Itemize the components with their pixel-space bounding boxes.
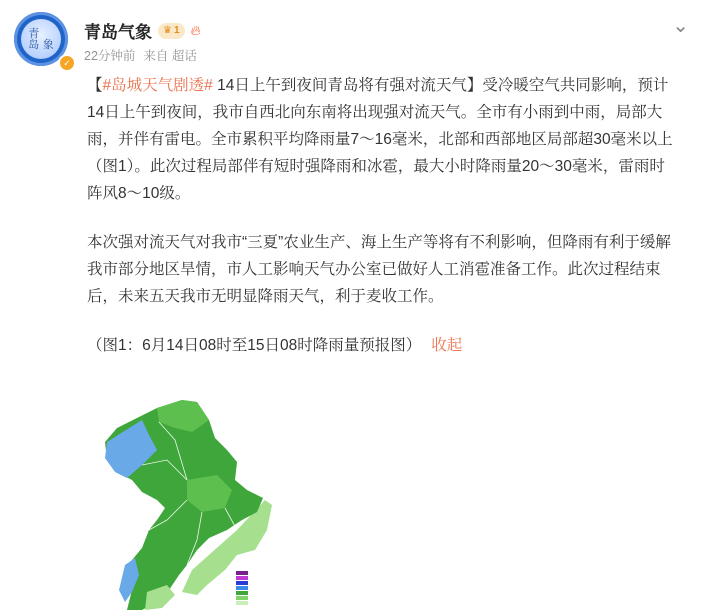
avatar-logo-text: 青 岛 象 [28,27,54,51]
more-icon[interactable]: ⌄ [672,15,690,37]
avatar-image [21,19,61,59]
collapse-link[interactable]: 收起 [431,337,463,354]
lead-bracket: 【 [87,77,103,94]
image-caption [87,332,679,359]
post-paragraph-1 [87,72,679,207]
level-badge[interactable] [158,23,185,39]
map-graphic [87,380,347,613]
post-paragraph-2: 本次强对流天气对我市“三夏”农业生产、海上生产等将有不利影响，但降雨有利于缓解我市部分地区旱情，市人工影响天气办公室已做好人工消雹准备工作。此次过程结束后，未来五天我市无明显降雨天气，利于麦收工作。 [87,234,671,305]
rainfall-forecast-map[interactable] [87,380,347,613]
map-legend [236,571,248,605]
caption-text: （图1：6月14日08时至15日08时降雨量预报图） [87,337,422,354]
author-name-row [84,18,201,43]
author-name[interactable]: 青岛气象 [84,23,152,42]
hashtag-link[interactable]: #岛城天气剧透# [102,77,213,94]
level-badge-value: 1 [173,25,180,36]
post-meta [84,46,197,64]
crown-icon: ♛ [163,25,172,36]
post-header [14,12,694,72]
post-body [87,72,679,359]
fire-icon[interactable]: 🔥︎ [190,22,201,38]
post-text-1: 受冷暖空气共同影响，预计14日上午到夜间，我市自西北向东南将出现强对流天气。全市有小雨到中雨，局部大雨，并伴有雷电。全市累积平均降雨量7～16毫米，北部和西部地区局部超30毫米以上（图1）。此次过程局部伴有短时强降雨和冰雹，最大小时降雨量20～30毫米，雷雨时阵风8～10级。 [87,77,673,202]
verified-icon: ✓ [58,54,76,72]
post-time[interactable]: 22分钟前 [84,49,136,63]
post-source[interactable]: 来自 超话 [143,49,197,63]
post-headline: 14日上午到夜间青岛将有强对流天气】 [212,77,483,94]
